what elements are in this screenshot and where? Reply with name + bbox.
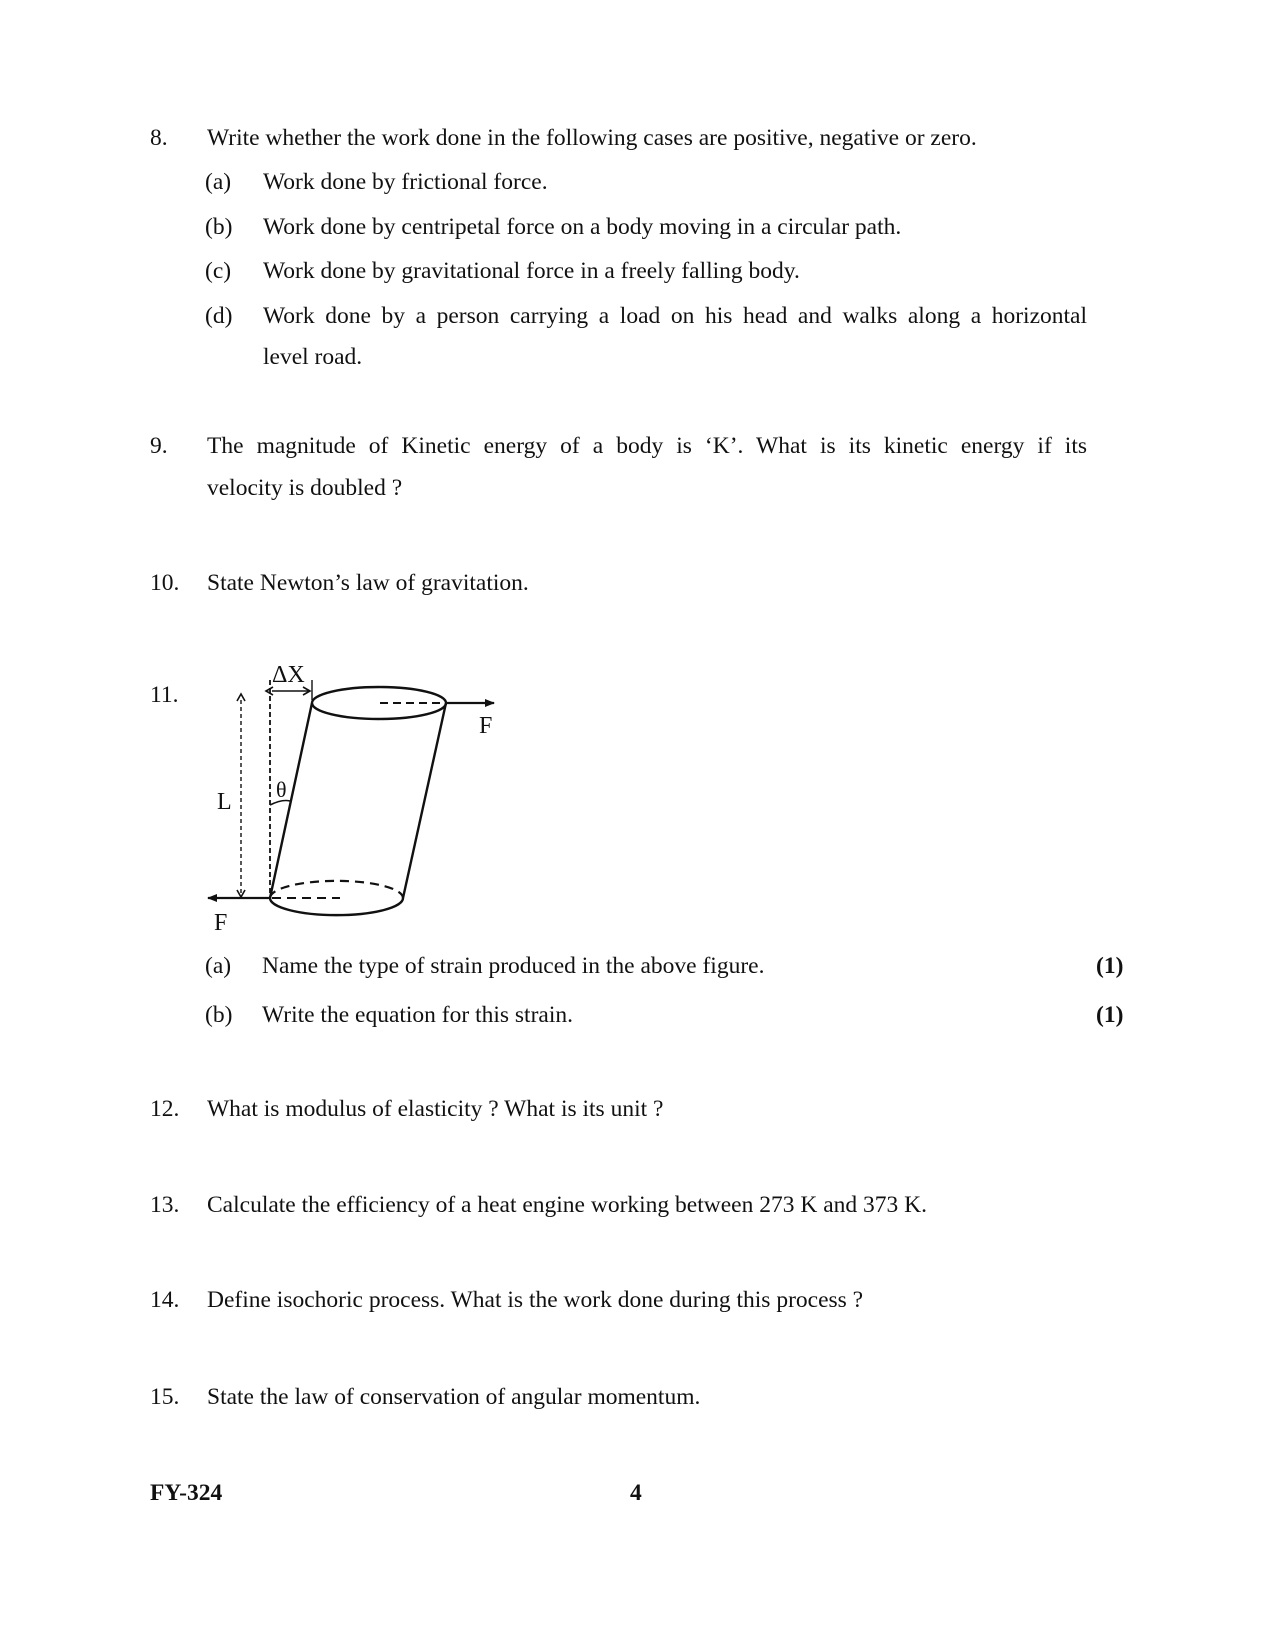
question-number: 12. [150,1096,180,1122]
question-number: 14. [150,1287,180,1313]
part-label: (a) [205,169,232,195]
part-label: (b) [205,1002,233,1028]
page-number: 4 [630,1480,642,1506]
question-number: 9. [150,433,168,459]
question-number: 11. [150,682,179,708]
marks-badge: (1) [1096,1002,1124,1028]
cylinder-right-side [403,703,446,898]
cylinder-bottom-face-front [270,898,403,915]
part-text: Name the type of strain produced in the above figure. [262,953,765,979]
question-text: State the law of conservation of angular momentum. [207,1384,701,1410]
angle-label: θ [276,777,287,802]
part-text: Write the equation for this strain. [262,1002,573,1028]
question-text: The magnitude of Kinetic energy of a body is ‘K’. What is its kinetic energy if its [207,433,1087,459]
force-label-top: F [479,713,493,739]
question-number: 8. [150,125,168,151]
part-text-continuation: level road. [263,344,363,370]
part-text: Work done by gravitational force in a freely falling body. [263,258,800,284]
question-number: 15. [150,1384,180,1410]
part-text: Work done by a person carrying a load on his head and walks along a horizontal [263,303,1087,329]
question-text: Calculate the efficiency of a heat engine working between 273 K and 373 K. [207,1192,927,1218]
question-number: 10. [150,570,180,596]
part-label: (b) [205,214,233,240]
force-label-bottom: F [214,910,228,936]
question-text: Define isochoric process. What is the work done during this process ? [207,1287,864,1313]
question-text: State Newton’s law of gravitation. [207,570,529,596]
part-label: (c) [205,258,232,284]
part-label: (a) [205,953,232,979]
question-number: 13. [150,1192,180,1218]
question-text-continuation: velocity is doubled ? [207,475,403,501]
marks-badge: (1) [1096,953,1124,979]
length-label: L [217,789,232,815]
paper-code: FY-324 [150,1480,223,1506]
part-text: Work done by centripetal force on a body moving in a circular path. [263,214,902,240]
delta-x-label: ΔX [272,662,305,688]
question-text: Write whether the work done in the following cases are positive, negative or zero. [207,125,977,151]
question-text: What is modulus of elasticity ? What is its unit ? [207,1096,664,1122]
cylinder-bottom-face-back [270,881,403,898]
part-label: (d) [205,303,233,329]
part-text: Work done by frictional force. [263,169,548,195]
